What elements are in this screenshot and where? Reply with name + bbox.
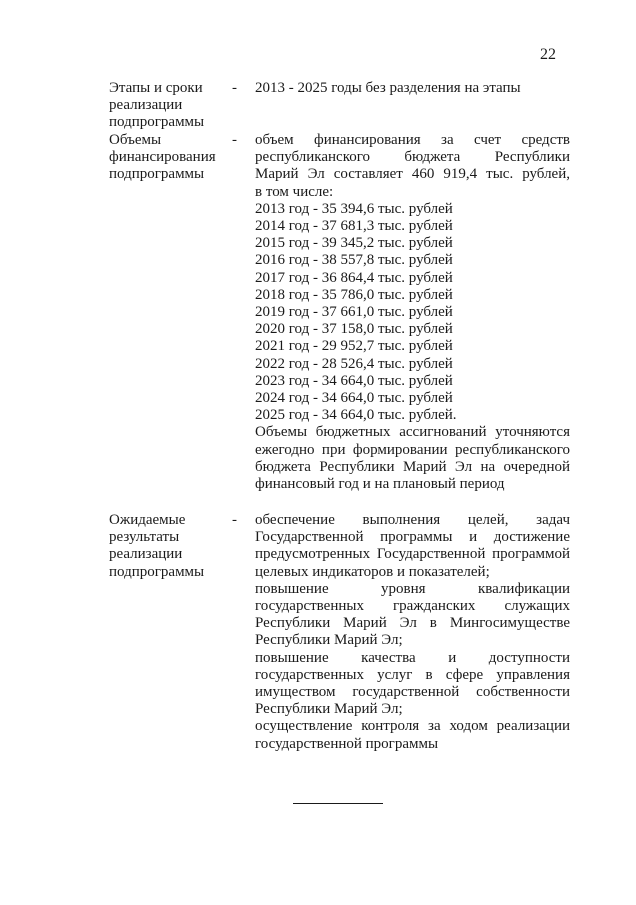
funding-year-line: 2017 год - 36 864,4 тыс. рублей (255, 269, 453, 286)
content-line: Марий Эл составляет 460 919,4 тыс. рублей, (255, 166, 570, 183)
content-line: республиканского бюджета Республики (255, 149, 570, 166)
content-line: государственных гражданских служащих (255, 598, 570, 615)
funding-year-line: 2015 год - 39 345,2 тыс. рублей (255, 235, 453, 252)
content-line: ежегодно при формировании республиканского (255, 441, 570, 458)
funding-year-line: 2021 год - 29 952,7 тыс. рублей (255, 338, 453, 355)
content-line: Объемы бюджетных ассигнований уточняются (255, 424, 570, 441)
content-line: имуществом государственной собственности (255, 684, 570, 701)
content-line: финансовый год и на плановый период (255, 476, 505, 493)
funding-year-line: 2013 год - 35 394,6 тыс. рублей (255, 200, 453, 217)
funding-year-line: 2016 год - 38 557,8 тыс. рублей (255, 252, 453, 269)
funding-year-line: 2024 год - 34 664,0 тыс. рублей (255, 390, 453, 407)
end-separator-line (293, 803, 383, 804)
content-line: объем финансирования за счет средств (255, 132, 570, 148)
content-line: Республики Марий Эл в Мингосимуществе (255, 615, 570, 632)
section-content (255, 132, 570, 493)
label-line: финансирования (109, 149, 216, 166)
label-line: подпрограммы (109, 563, 205, 580)
content-line: обеспечение выполнения целей, задач (255, 512, 570, 528)
content-line: осуществление контроля за ходом реализации (255, 718, 570, 735)
label-line: Этапы и сроки (109, 80, 203, 96)
label-line: Ожидаемые (109, 512, 186, 528)
label-line: подпрограммы (109, 166, 205, 183)
section-content (255, 80, 570, 97)
funding-year-line: 2018 год - 35 786,0 тыс. рублей (255, 286, 453, 303)
content-line: государственной программы (255, 735, 439, 752)
content-line: повышение качества и доступности (255, 649, 570, 666)
content-line: Республики Марий Эл; (255, 632, 403, 649)
content-line: Государственной программы и достижение (255, 529, 570, 546)
funding-year-line: 2022 год - 28 526,4 тыс. рублей (255, 355, 453, 372)
section-content (255, 512, 570, 753)
funding-year-line: 2020 год - 37 158,0 тыс. рублей (255, 321, 453, 338)
content-line: в том числе: (255, 183, 334, 200)
funding-year-line: 2014 год - 37 681,3 тыс. рублей (255, 218, 453, 235)
content-line: повышение уровня квалификации (255, 580, 570, 597)
label-line: реализации (109, 97, 183, 114)
page-number: 22 (540, 46, 556, 63)
label-line: результаты (109, 529, 180, 546)
label-line: реализации (109, 546, 183, 563)
funding-year-line: 2019 год - 37 661,0 тыс. рублей (255, 304, 453, 321)
label-line: подпрограммы (109, 114, 205, 131)
funding-year-line: 2025 год - 34 664,0 тыс. рублей. (255, 407, 457, 424)
content-line: Республики Марий Эл; (255, 701, 403, 718)
content-line: целевых индикаторов и показателей; (255, 563, 490, 580)
content-line: 2013 - 2025 годы без разделения на этапы (255, 80, 521, 96)
dash-separator: - (232, 512, 237, 528)
content-line: предусмотренных Государственной программой (255, 546, 570, 563)
section-label (109, 512, 234, 581)
section-label (109, 132, 234, 184)
section-label (109, 80, 234, 132)
funding-year-line: 2023 год - 34 664,0 тыс. рублей (255, 372, 453, 389)
content-line: государственных услуг в сфере управления (255, 666, 570, 683)
label-line: Объемы (109, 132, 162, 148)
dash-separator: - (232, 80, 237, 96)
dash-separator: - (232, 132, 237, 148)
content-line: бюджета Республики Марий Эл на очередной (255, 458, 570, 475)
